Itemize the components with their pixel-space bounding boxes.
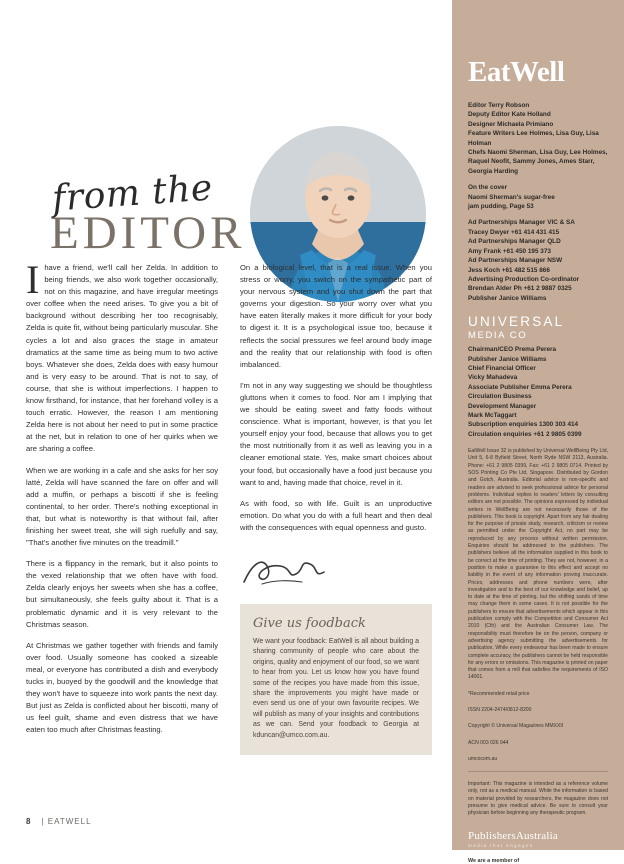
drop-cap: I bbox=[26, 257, 40, 302]
article-paragraph: I'm not in any way suggesting we should be thoughtless gluttons when it comes to food. Nor am I implying that we should be eating sweet and fatty foods without conscience. What is important, however, is that you let yourself enjoy your food, because that allows you to get the most nutritionally from it as well as leaving you in a cleaner emotional state. Yes, make smart choices about your food, but occasionally have a food just because you want to and, having made that choice, revel in it. bbox=[240, 380, 432, 487]
from-the-script: from the bbox=[50, 167, 214, 220]
page-title: EDITOR bbox=[50, 207, 246, 259]
universal-line-1: UNIVERSAL bbox=[468, 314, 565, 330]
ad-partnership-line: Ad Partnerships Manager NSW bbox=[468, 257, 563, 265]
article-paragraph bbox=[26, 257, 218, 456]
universal-credit-line: Circulation enquiries +61 2 9805 0399 bbox=[468, 430, 582, 438]
editor-signature bbox=[240, 548, 432, 594]
ad-partnership-line: Advertising Production Co-ordinator bbox=[468, 275, 580, 283]
ad-partnership-line: Publisher Janice Williams bbox=[468, 294, 547, 302]
ad-partnership-line: Ad Partnerships Manager VIC & SA bbox=[468, 219, 575, 227]
on-the-cover-line: jam pudding, Page 53 bbox=[468, 203, 534, 211]
universal-credit-line: Circulation Business bbox=[468, 393, 532, 401]
publishers-australia-tagline: media that engages bbox=[468, 842, 534, 848]
sidebar-imprint bbox=[452, 0, 624, 864]
acn: ACN 003 026 944 bbox=[468, 739, 509, 746]
on-the-cover-heading: On the cover bbox=[468, 184, 508, 192]
universal-line-2: MEDIA CO bbox=[468, 330, 528, 342]
universal-credit-line: Subscription enquiries 1300 303 414 bbox=[468, 421, 579, 429]
universal-media-logo bbox=[468, 315, 608, 343]
article-paragraph: When we are working in a cafe and she asks for her soy latté, Zelda will have scanned the fare on offer and will add a muffin, or perhaps a biscotti if she is feeling continental, to her order. There's nothing exceptional in that, but what is noteworthy is that without fail, after finishing her sweet treat, she will sigh ruefully and say, "That's another five minutes on the treadmill." bbox=[26, 465, 218, 548]
folio bbox=[26, 817, 92, 826]
universal-credit-line: Mark McTaggart bbox=[468, 411, 517, 419]
page-number: 8 bbox=[26, 817, 32, 826]
credit-line: Feature Writers Lee Holmes, Lisa Guy, Lisa Holman bbox=[468, 130, 599, 147]
universal-credit-line: Chief Financial Officer bbox=[468, 364, 536, 372]
ad-partnership-line: Ad Partnerships Manager QLD bbox=[468, 238, 561, 246]
universal-credits-block bbox=[468, 345, 608, 439]
legal-text: EatWell Issue 32 is published by Universal WellBeing Pty Ltd, Unit 5, 6-8 Byfield Street, North Ryde NSW 2113, Australia. Phone: +61 2 9805 0399, Fax: +61 2 9805 0714. Printed by SOS Printing Co Pte Ltd, Singapore. Distributed by Gordon and Gotch, Australia. Editorial advice is non-specific and readers are advised to seek professional advice for personal problems. Individual replies to readers' letters by consulting editors are not possible. The opinions expressed by individual writers in WellBeing are not necessarily those of the publishers. This book is copyright. Apart from any fair dealing for the purpose of private study, research, criticism or review as permitted under the Copyright Act, no part may be reproduced by any process without written permission. Enquiries should be addressed to the publishers. The publishers believe all the information supplied in this book to be correct at the time of printing. They are not, however, in a position to make a guarantee to this effect and accept no liability in the event of any information proving inaccurate. Prices, addresses and phone numbers were, after investigation and to the best of our knowledge and belief, up to date at the time of printing, but the shifting sands of time may change them in some cases. It is not possible for the publishers to ensure that advertisements which appear in this publication comply with the Competition and Consumer Act 2010 (Cth) and the Australian Consumer Law. The responsibility must therefore be on the person, company or advertising agency submitting the advertisements for publication. While every endeavour has been made to ensure complete accuracy, the publishers cannot be held responsible for any errors or omissions. This magazine is printed on paper that comes from a mill that satisfies the requirements of ISO 14001. bbox=[468, 448, 608, 681]
universal-credit-line: Publisher Janice Williams bbox=[468, 355, 547, 363]
ad-partnership-line: Tracey Dwyer +61 414 431 415 bbox=[468, 228, 560, 236]
credits-block bbox=[468, 101, 608, 303]
publishers-australia-name: PublishersAustralia bbox=[468, 829, 558, 842]
credit-line: Designer Michaela Primiano bbox=[468, 120, 554, 128]
universal-credit-line: Associate Publisher Emma Perera bbox=[468, 383, 572, 391]
publishers-australia-logo bbox=[468, 830, 608, 848]
feedback-heading: Give us foodback bbox=[253, 615, 366, 631]
credit-line: Editor Terry Robson bbox=[468, 102, 530, 109]
article-masthead bbox=[26, 28, 434, 258]
ad-partnership-line: Amy Frank +61 450 195 373 bbox=[468, 247, 551, 255]
divider bbox=[468, 771, 608, 772]
article-paragraph: On a biological level, that is a real issue. When you stress or worry, you switch on the sympathetic part of your nervous system and you shut down the part that governs your digestion. So your worry over what you have eaten literally makes it more difficult for your body to digest it. It is a psychological issue too, because it reflects the social pressures we feel around body image and the reality that our relationship with food is often imbalanced. bbox=[240, 263, 432, 369]
important-notice: Important: This magazine is intended as a reference volume only, not as a medical manual. While the information is based on material provided by researchers, the magazine does not presume to give medical advice. Be sure to consult your physician before beginning any therapeutic program. bbox=[468, 781, 608, 817]
article-paragraph: At Christmas we gather together with friends and family over food. Usually someone has cooked a sizeable meal, or everyone has contributed a dish and everybody tucks in, buoyed by the goodwill and the knowledge that they won't have to squeeze into work pants the next day. But just as Zelda is conflicted about her biscotti, many of us feel guilt, shame and even distress that we have eaten too much after Christmas feasting. bbox=[26, 640, 218, 735]
ad-partnership-line: Brendan Alder Ph +61 2 9887 0325 bbox=[468, 285, 572, 293]
website[interactable]: umcocom.au bbox=[468, 755, 498, 762]
feedback-box bbox=[240, 604, 432, 755]
folio-separator: | bbox=[41, 817, 45, 826]
on-the-cover-line: Naomi Sherman's sugar-free bbox=[468, 193, 555, 201]
credit-line: Deputy Editor Kate Holland bbox=[468, 111, 551, 119]
credit-line: Chefs Naomi Sherman, Lisa Guy, Lee Holmes, Raquel Neofit, Sammy Jones, Ames Starr, Georgia Harding bbox=[468, 149, 608, 175]
article-paragraph: There is a flippancy in the remark, but it also points to the vexed relationship that we often have with food. Zelda clearly enjoys her sweets when she has a coffee, but simultaneously, she feels guilty about it. That is a problematic dynamic and it is very relevant to the Christmas season. bbox=[26, 559, 218, 629]
universal-credit-line: Vicky Mahadeva bbox=[468, 374, 518, 382]
eatwell-logo: EatWell bbox=[468, 56, 565, 88]
rrp-note: *Recommended retail price bbox=[468, 690, 530, 697]
copyright: Copyright © Universal Magazines MMXXII bbox=[468, 723, 564, 730]
article-paragraph: As with food, so with life. Guilt is an unproductive emotion. Do what you do with a full heart and then deal with the consequences with equal openness and gusto. bbox=[240, 498, 432, 532]
ad-partnership-line: Jess Koch +61 482 515 866 bbox=[468, 266, 550, 274]
article-column-1 bbox=[26, 257, 218, 755]
feedback-body: We want your foodback: EatWell is all about building a sharing community of people who care about the origins, quality and enjoyment of our food, so we want to hear from you. Let us know how you have found some of the recipes you have made from this issue, share the improvements you might have made or even send us one of your own favourite recipes. We will publish as many of your insights and contributions as we can. Send your foodback to Georgia at kduncan@umco.com.au. bbox=[253, 637, 419, 739]
article-columns bbox=[26, 257, 432, 755]
issn: ISSN 2204-2474/0812-8200 bbox=[468, 706, 532, 713]
universal-credit-line: Development Manager bbox=[468, 402, 537, 410]
universal-credit-line: Chairman/CEO Prema Perera bbox=[468, 346, 557, 354]
article-column-2 bbox=[240, 262, 432, 755]
folio-publication: EATWELL bbox=[47, 817, 92, 826]
member-note: We are a member of bbox=[468, 857, 520, 864]
article-paragraph-text: have a friend, we'll call her Zelda. In addition to being friends, we also work together occasionally, not on this magazine, and have irregular meetings over coffee when the need arises. To give you a bit of background without describing her too recognisably, Zelda is quite fit, without being particularly muscular. She cycles a lot and also graces the stage in amateur dramatics at the same time as being mum to two active boys. Whatever she does, Zelda does with easy humour and is very easy to be around. That is not to say, of course, that she is without imperfections. I happen to know firsthand, for instance, that her forehand volley is a touch erratic. However, the reason I am mentioning Zelda here is not about her need to put in some practice at the net, but in relation to one of her quirks when we are sharing a coffee. bbox=[26, 263, 218, 454]
